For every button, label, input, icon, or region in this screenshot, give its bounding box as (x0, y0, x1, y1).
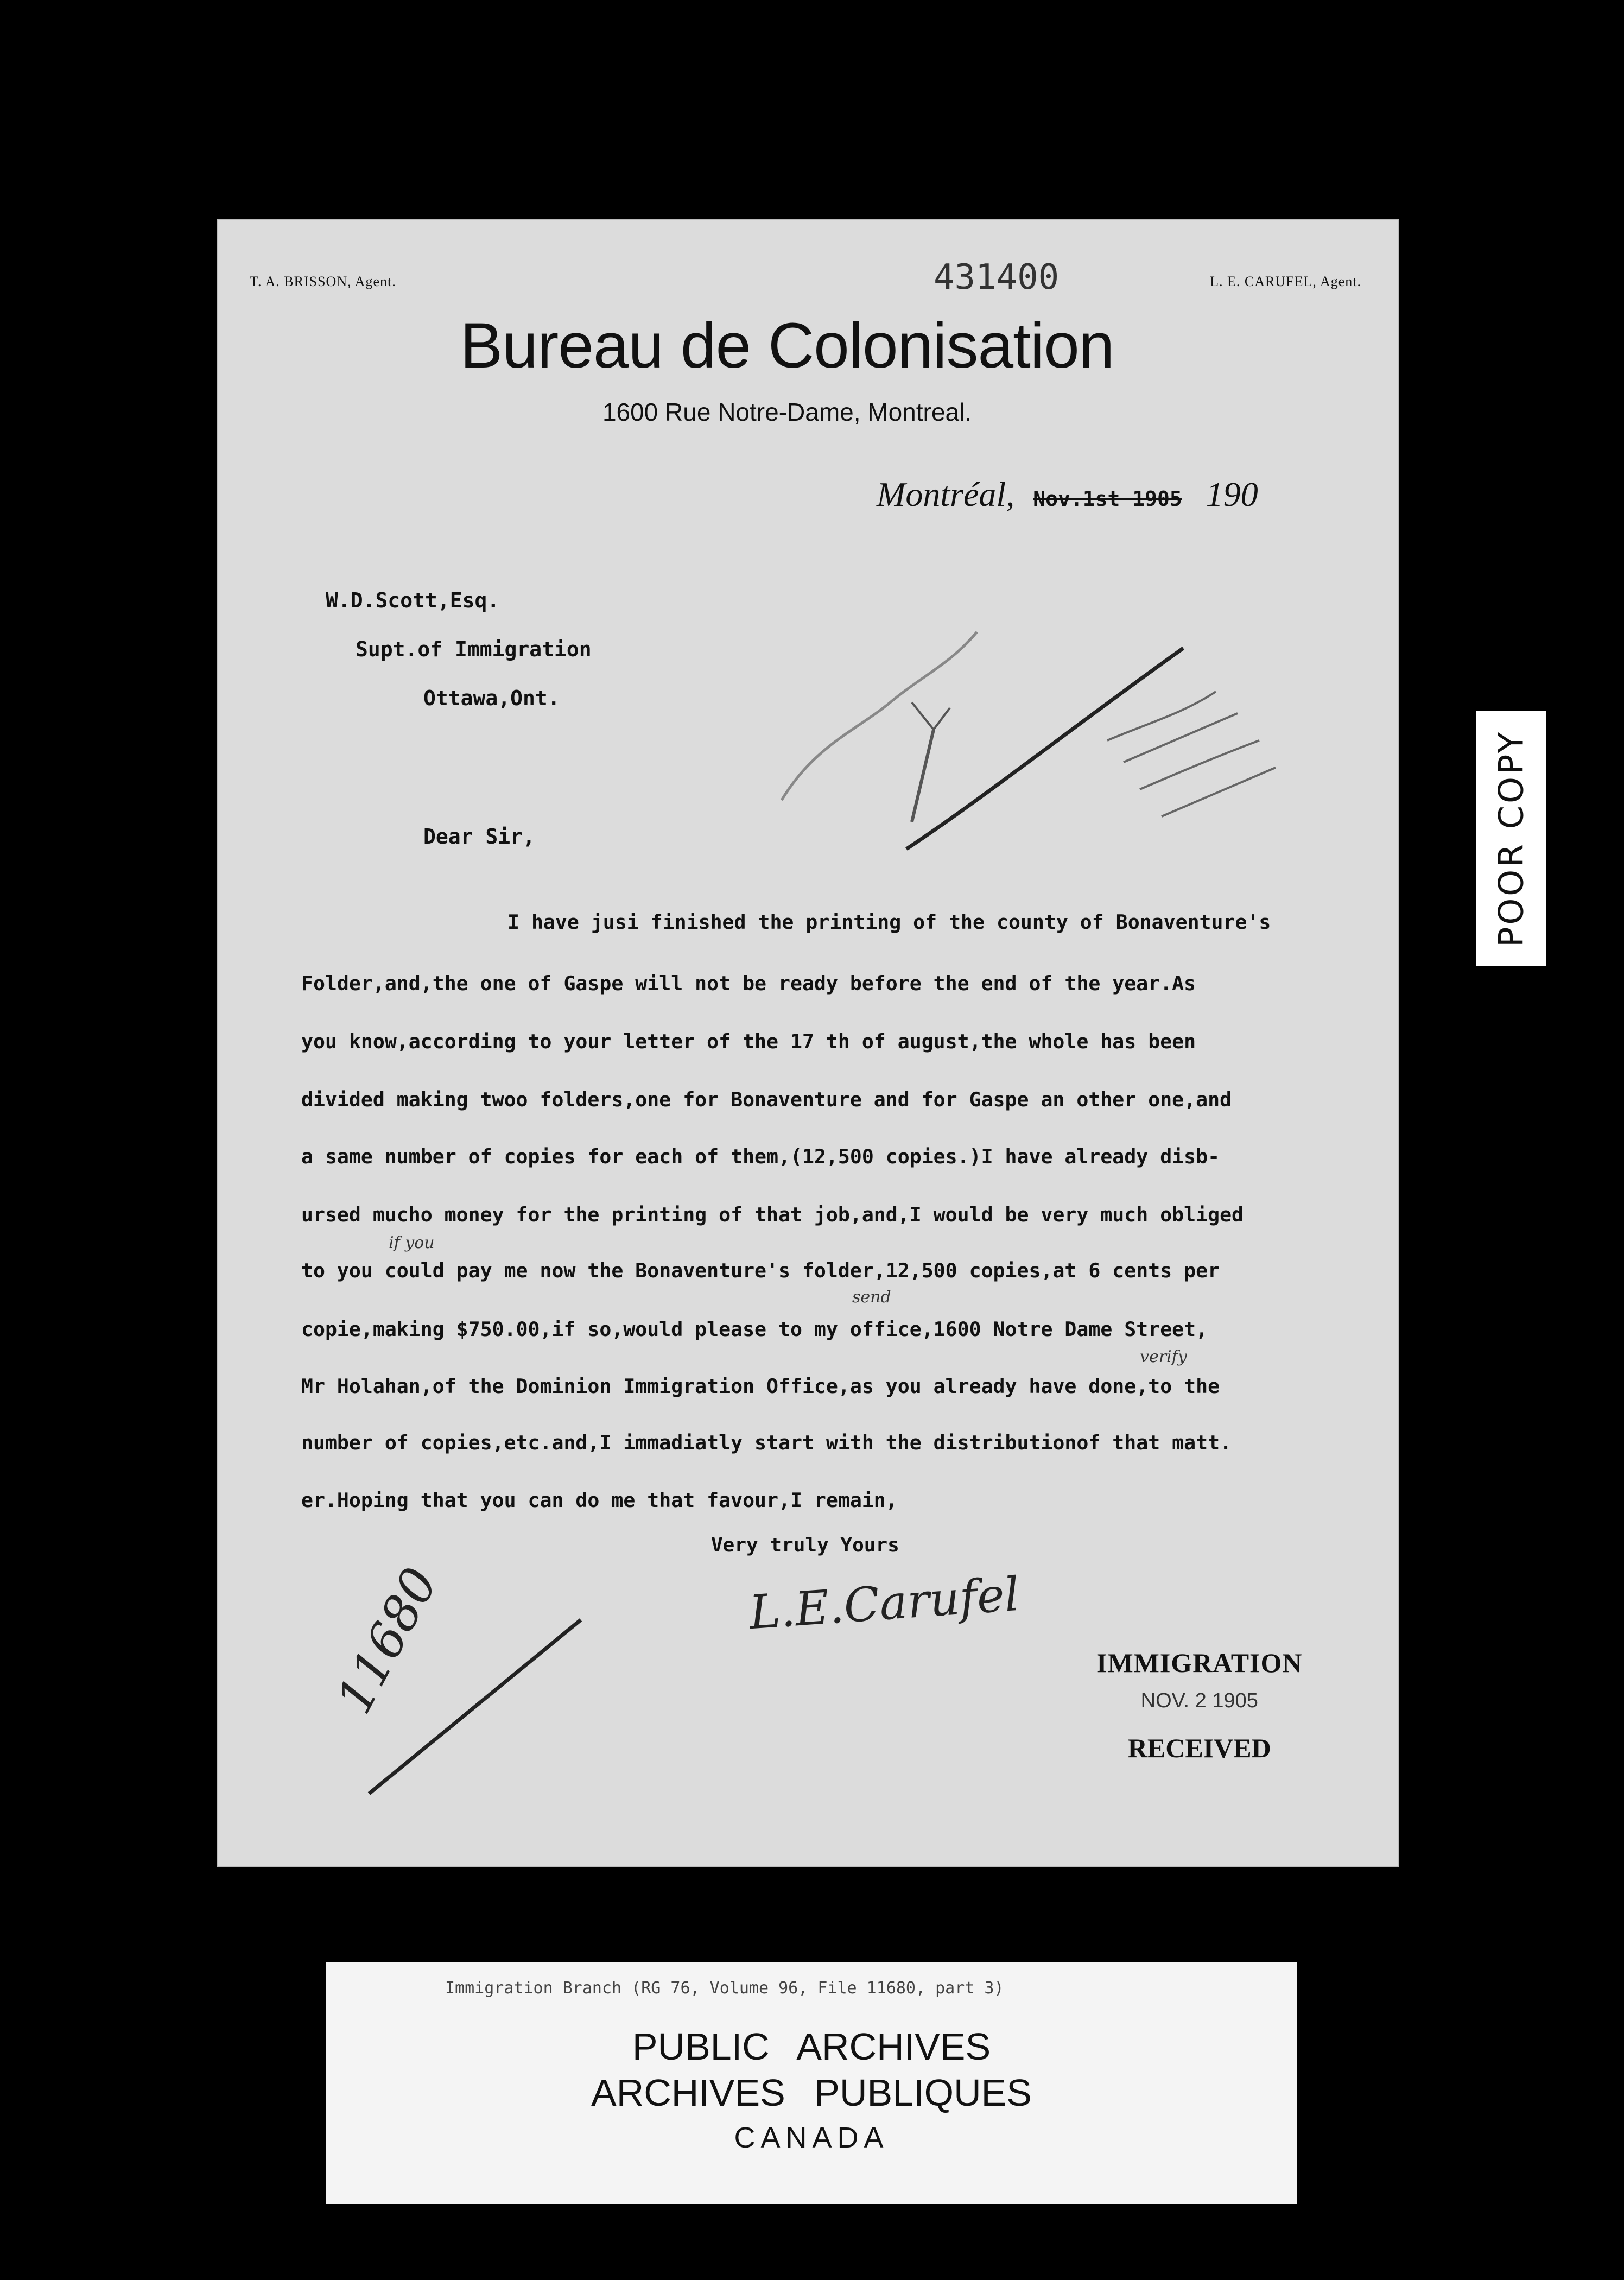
recipient-name: W.D.Scott,Esq. (326, 588, 500, 612)
stamp-line-3: RECEIVED (1127, 1733, 1271, 1763)
body-line: copie,making $750.00,if so,would please to my office,1600 Notre Dame Street, (301, 1318, 1208, 1341)
archives-card (326, 1962, 1297, 2204)
date-typed: Nov.1st 1905 (1033, 487, 1182, 511)
reference-number: 11680 (326, 1559, 449, 1723)
date-place: Montréal, (877, 475, 1015, 514)
poor-copy-text: POOR COPY (1491, 730, 1531, 947)
agent-left: T. A. BRISSON, Agent. (250, 274, 396, 289)
letter-sheet (217, 219, 1399, 1867)
stamp-date: NOV. 2 1905 (1140, 1689, 1258, 1712)
handwritten-marginal-notes (771, 567, 1324, 871)
archives-reference: Immigration Branch (RG 76, Volume 96, File 11680, part 3) (445, 1979, 1004, 1998)
pen-stroke (364, 1609, 592, 1804)
organization-name: Bureau de Colonisation (460, 310, 1114, 382)
closing: Very truly Yours (711, 1534, 899, 1556)
body-line: Folder,and,the one of Gaspe will not be ready before the end of the year.As (301, 972, 1196, 995)
recipient-title: Supt.of Immigration (356, 637, 592, 661)
body-line: I have jusi finished the printing of the county of Bonaventure's (507, 910, 1271, 934)
agent-right: L. E. CARUFEL, Agent. (1210, 274, 1361, 289)
body-line: divided making twoo folders,one for Bonaventure and for Gaspe an other one,and (301, 1088, 1232, 1111)
archives-line-3: CANADA (734, 2121, 889, 2154)
organization-address: 1600 Rue Notre-Dame, Montreal. (602, 398, 972, 426)
body-line: you know,according to your letter of the 17 th of august,the whole has been (301, 1030, 1196, 1053)
date-line (877, 474, 1258, 515)
stamp-line-1: IMMIGRATION (1096, 1648, 1303, 1678)
poor-copy-label (1476, 711, 1546, 966)
body-line: number of copies,etc.and,I immadiatly start with the distributionof that matt. (301, 1431, 1232, 1454)
date-year-handwritten: 190 (1206, 475, 1258, 514)
body-line: Mr Holahan,of the Dominion Immigration Office,as you already have done,to the (301, 1375, 1220, 1398)
body-line: a same number of copies for each of them,(12,500 copies.)I have already disb- (301, 1145, 1220, 1168)
insertion-send: send (852, 1288, 891, 1307)
body-line: ursed mucho money for the printing of that job,and,I would be very much obliged (301, 1203, 1244, 1226)
archives-line-1: PUBLIC ARCHIVES (632, 2025, 991, 2068)
salutation: Dear Sir, (423, 825, 535, 848)
recipient-city: Ottawa,Ont. (423, 686, 560, 710)
file-number: 431400 (934, 257, 1060, 297)
archives-line-2: ARCHIVES PUBLIQUES (591, 2072, 1032, 2114)
received-stamp (1096, 1647, 1303, 1764)
body-line: to you could pay me now the Bonaventure's folder,12,500 copies,at 6 cents per (301, 1259, 1220, 1282)
insertion-verify: verify (1140, 1347, 1187, 1366)
signature: L.E.Carufel (747, 1567, 1022, 1641)
insertion-if-you: if you (389, 1233, 435, 1252)
body-line: er.Hoping that you can do me that favour,I remain, (301, 1489, 898, 1512)
